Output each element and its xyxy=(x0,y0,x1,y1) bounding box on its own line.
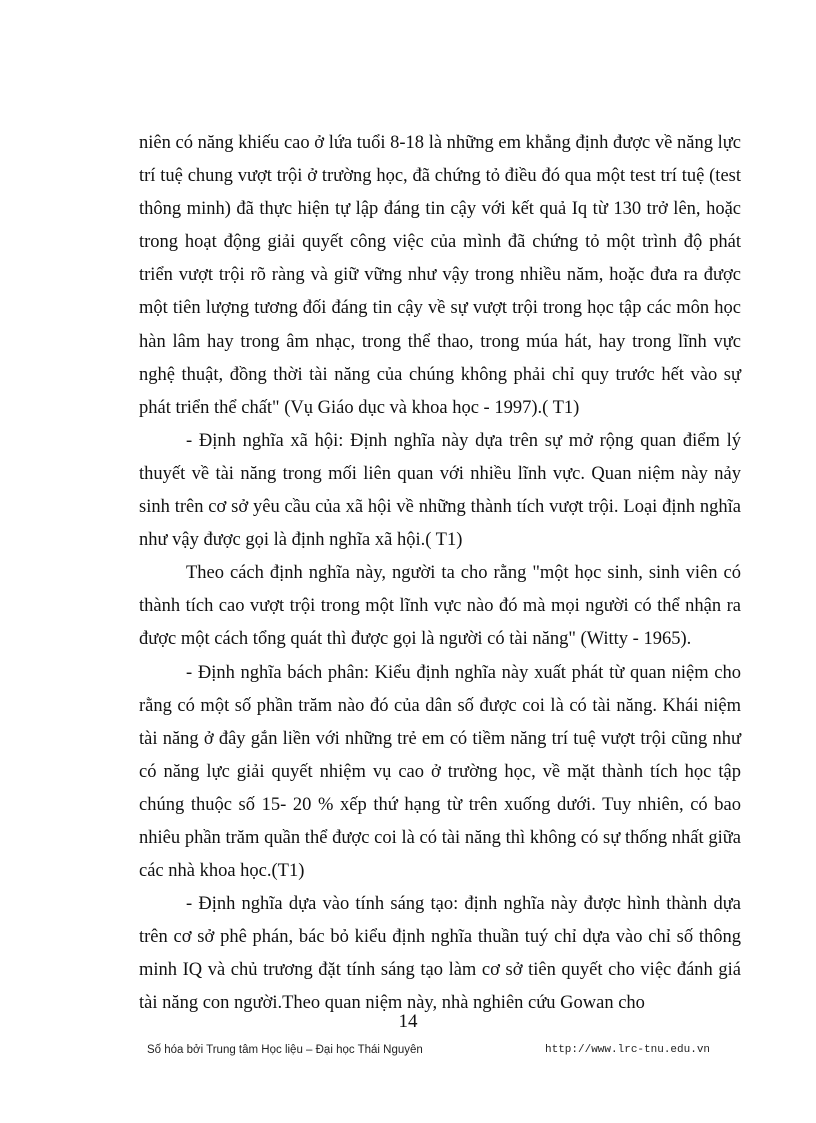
paragraph-continuation: niên có năng khiếu cao ở lứa tuổi 8-18 là những em khẳng định được về năng lực trí tuệ chung vượt trội ở trường học, đã chứng tỏ điều đó qua một test trí tuệ (test thông minh) đã thực hiện tự lập đáng tin cậy với kết quả Iq từ 130 trở lên, hoặc trong hoạt động giải quyết công việc của mình đã chứng tỏ một trình độ phát triển vượt trội rõ ràng và giữ vững như vậy trong nhiều năm, hoặc đưa ra được một tiên lượng tương đối đáng tin cậy về sự vượt trội trong học tập các môn học hàn lâm hay trong âm nhạc, trong thể thao, trong múa hát, hay trong lĩnh vực nghệ thuật, đồng thời tài năng của chúng không phải chỉ quy trước hết vào sự phát triển thể chất" (Vụ Giáo dục và khoa học - 1997).( T1) xyxy=(139,133,741,418)
paragraph-social-definition: - Định nghĩa xã hội: Định nghĩa này dựa trên sự mở rộng quan điểm lý thuyết về tài năng trong mối liên quan với nhiều lĩnh vực. Quan niệm này nảy sinh trên cơ sở yêu cầu của xã hội về những thành tích vượt trội. Loại định nghĩa như vậy được gọi là định nghĩa xã hội.( T1) xyxy=(139,430,741,551)
paragraph-percentile-definition: - Định nghĩa bách phân: Kiểu định nghĩa này xuất phát từ quan niệm cho rằng có một số phần trăm nào đó của dân số được coi là có tài năng. Khái niệm tài năng ở đây gắn liền với những trẻ em có tiềm năng trí tuệ vượt trội cũng như có năng lực giải quyết nhiệm vụ cao ở trường học, về mặt thành tích học tập chúng thuộc số 15- 20 % xếp thứ hạng từ trên xuống dưới. Tuy nhiên, có bao nhiêu phần trăm quần thể được coi là có tài năng thì không có sự thống nhất giữa các nhà khoa học.(T1) xyxy=(139,662,741,882)
paragraph-creativity-definition: - Định nghĩa dựa vào tính sáng tạo: định nghĩa này được hình thành dựa trên cơ sở phê phán, bác bỏ kiểu định nghĩa thuần tuý chỉ dựa vào chỉ số thông minh IQ và chủ trương đặt tính sáng tạo làm cơ sở tiên quyết cho việc đánh giá tài năng con người.Theo quan niệm này, nhà nghiên cứu Gowan cho xyxy=(139,894,741,1014)
footer-credit: Số hóa bởi Trung tâm Học liệu – Đại học Thái Nguyên xyxy=(147,1044,423,1056)
page-number: 14 xyxy=(398,1011,418,1032)
footer-url: http://www.lrc-tnu.edu.vn xyxy=(545,1044,711,1056)
paragraph-witty-quote: Theo cách định nghĩa này, người ta cho rằng "một học sinh, sinh viên có thành tích cao vượt trội trong một lĩnh vực nào đó mà mọi người có thể nhận ra được một cách tổng quát thì được gọi là người có tài năng" (Witty - 1965). xyxy=(139,563,741,650)
body-text xyxy=(139,127,741,1021)
